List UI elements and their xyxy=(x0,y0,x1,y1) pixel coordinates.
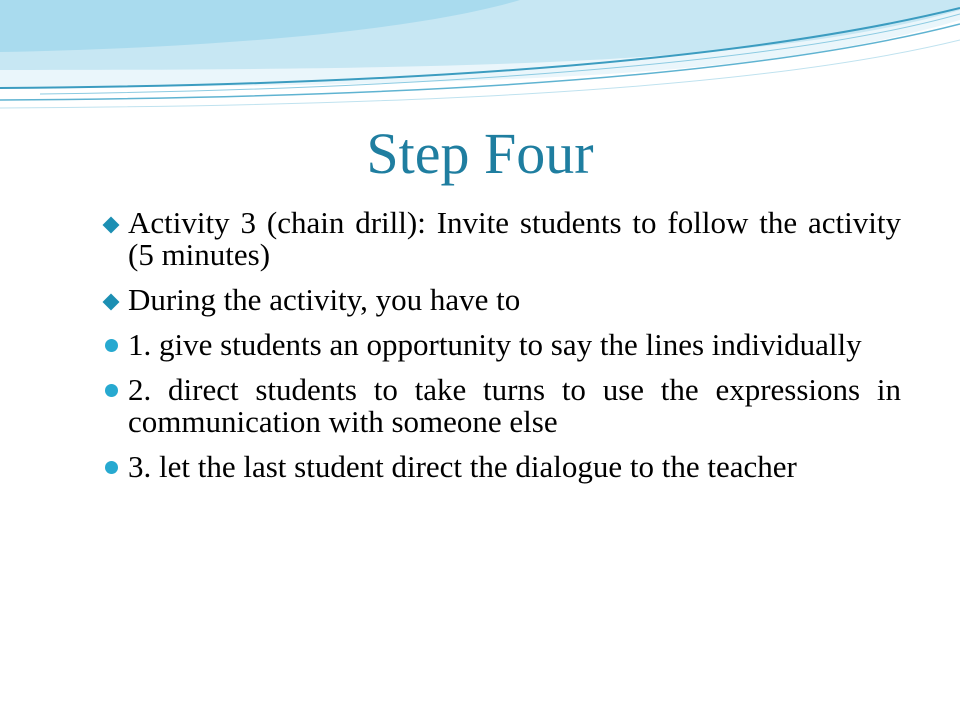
bullet-text: 2. direct students to take turns to use the expressions in communication with someone else xyxy=(128,372,901,439)
bullet-text: 3. let the last student direct the dialogue to the teacher xyxy=(128,449,797,484)
bullet-item xyxy=(101,284,901,316)
bullet-item xyxy=(101,207,901,271)
bullet-item xyxy=(101,329,901,361)
bullet-item xyxy=(101,374,901,438)
round-bullet-icon xyxy=(105,339,118,352)
round-bullet-icon xyxy=(105,384,118,397)
diamond-bullet-icon xyxy=(103,294,120,311)
bullet-text: Activity 3 (chain drill): Invite students to follow the activity (5 minutes) xyxy=(128,205,901,272)
header-wave-decoration xyxy=(0,0,960,120)
diamond-bullet-icon xyxy=(103,217,120,234)
bullet-text: During the activity, you have to xyxy=(128,282,521,317)
bullet-text: 1. give students an opportunity to say the lines individually xyxy=(128,327,862,362)
round-bullet-icon xyxy=(105,461,118,474)
bullet-list xyxy=(101,207,901,496)
slide-title: Step Four xyxy=(366,121,594,186)
bullet-item xyxy=(101,451,901,483)
